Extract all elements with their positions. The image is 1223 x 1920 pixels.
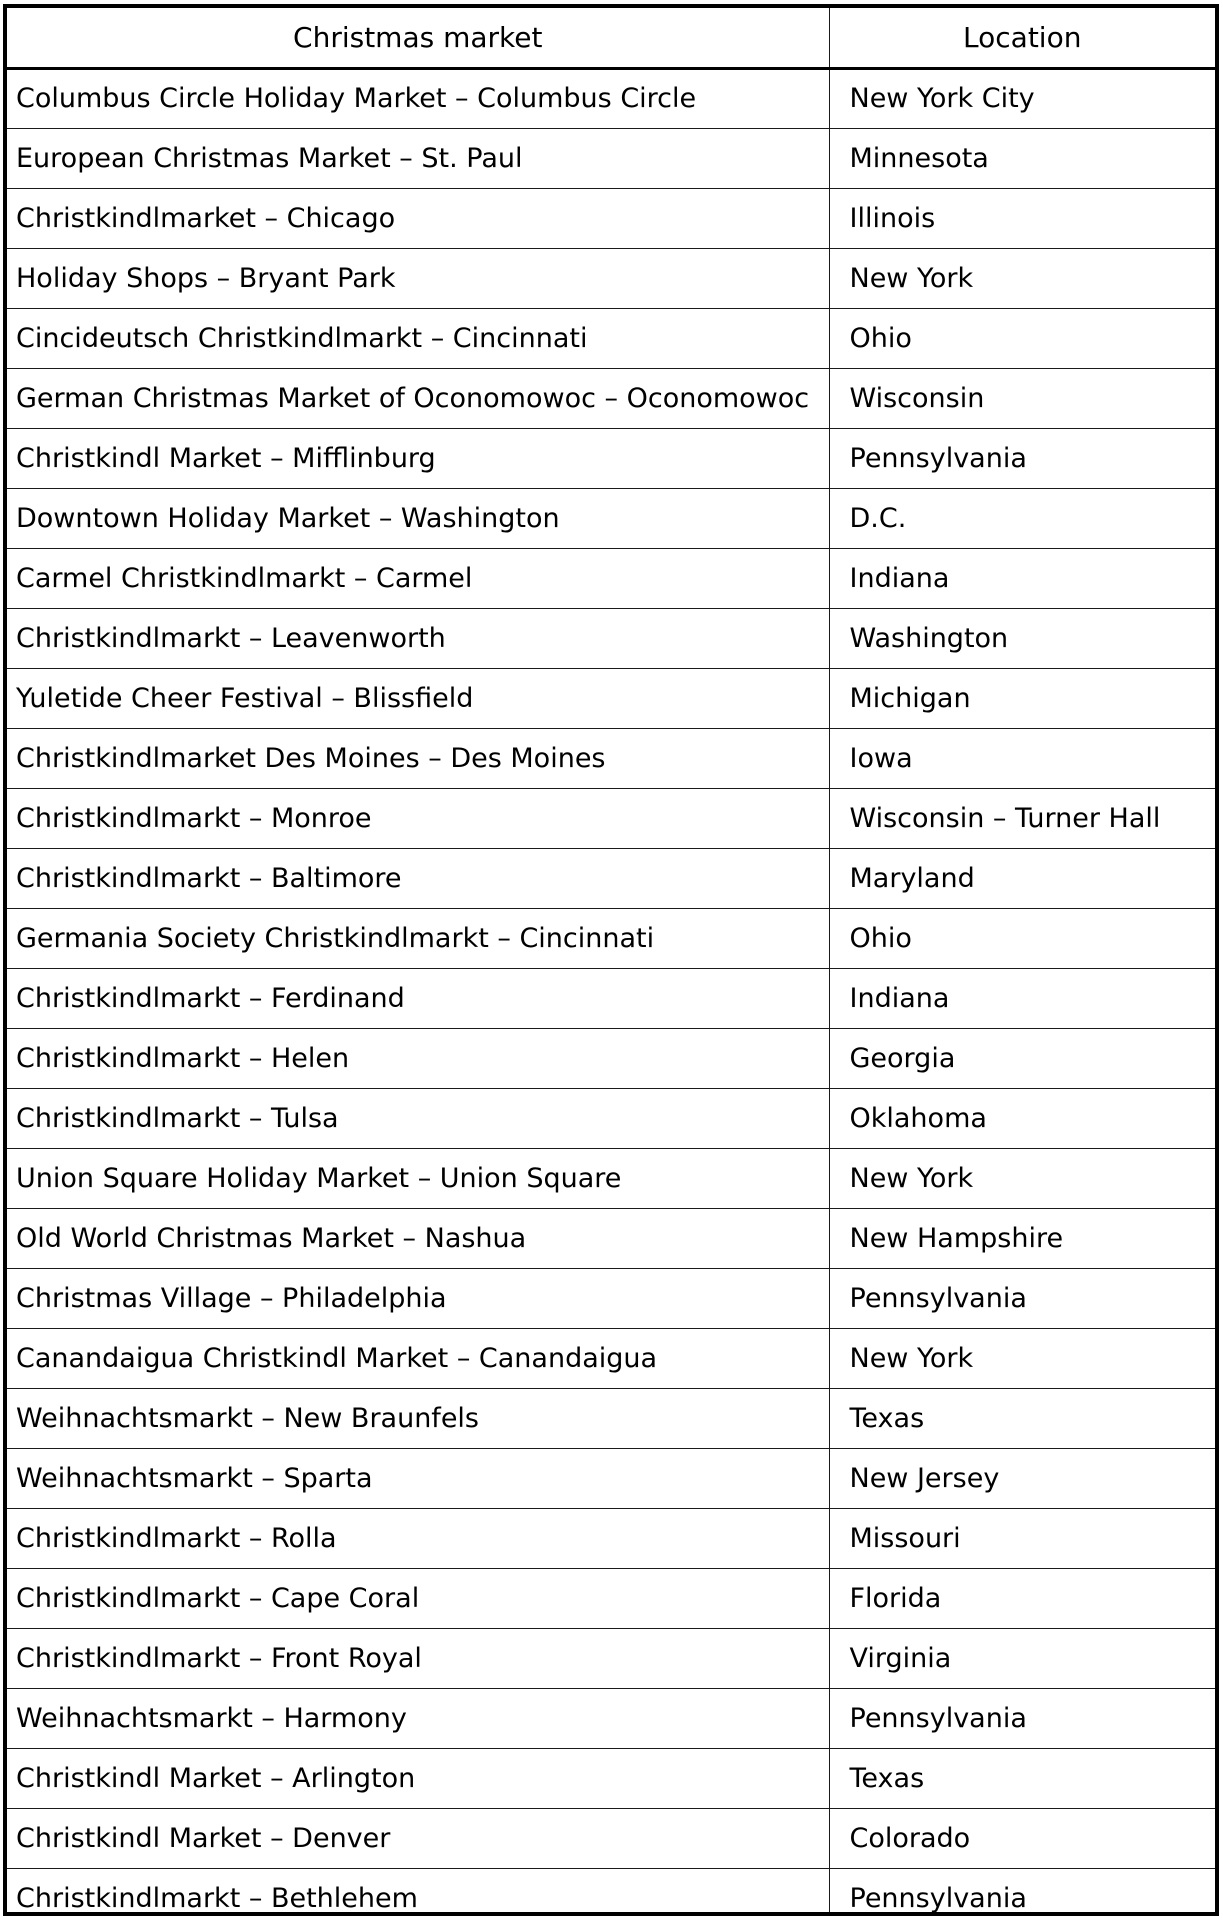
table-row [7, 908, 1215, 968]
market-cell: Christkindlmarkt – Monroe [7, 788, 829, 848]
table-row [7, 968, 1215, 1028]
header-row [7, 8, 1215, 68]
table-row [7, 608, 1215, 668]
location-cell: Wisconsin – Turner Hall [829, 788, 1215, 848]
table-row [7, 1028, 1215, 1088]
location-cell: Michigan [829, 668, 1215, 728]
table-row [7, 188, 1215, 248]
market-cell: Columbus Circle Holiday Market – Columbus Circle [7, 68, 829, 128]
market-cell: Union Square Holiday Market – Union Square [7, 1148, 829, 1208]
christmas-markets-table-container [3, 4, 1219, 1916]
market-cell: Holiday Shops – Bryant Park [7, 248, 829, 308]
market-cell: Christkindl Market – Denver [7, 1808, 829, 1868]
table-row [7, 1868, 1215, 1916]
market-cell: Weihnachtsmarkt – New Braunfels [7, 1388, 829, 1448]
location-cell: New York [829, 1328, 1215, 1388]
location-cell: Pennsylvania [829, 428, 1215, 488]
market-cell: Christkindlmarkt – Helen [7, 1028, 829, 1088]
market-cell: Cincideutsch Christkindlmarkt – Cincinnati [7, 308, 829, 368]
location-cell: Wisconsin [829, 368, 1215, 428]
location-cell: Maryland [829, 848, 1215, 908]
location-cell: Ohio [829, 908, 1215, 968]
location-cell: Pennsylvania [849, 1882, 1027, 1914]
location-cell: Iowa [829, 728, 1215, 788]
location-cell: Missouri [829, 1508, 1215, 1568]
market-cell: Christkindlmarkt – Leavenworth [7, 608, 829, 668]
table-header [7, 8, 1215, 68]
market-cell: Old World Christmas Market – Nashua [7, 1208, 829, 1268]
location-cell: Minnesota [829, 128, 1215, 188]
table-row [7, 1568, 1215, 1628]
location-cell: Texas [829, 1748, 1215, 1808]
market-cell: Christkindlmarkt – Cape Coral [7, 1568, 829, 1628]
table-row [7, 1688, 1215, 1748]
table-row [7, 1388, 1215, 1448]
location-cell: New York City [829, 68, 1215, 128]
location-cell: D.C. [829, 488, 1215, 548]
table-row [7, 1508, 1215, 1568]
table-row [7, 548, 1215, 608]
location-cell: Ohio [829, 308, 1215, 368]
location-cell: Florida [829, 1568, 1215, 1628]
table-row [7, 1088, 1215, 1148]
market-cell: Christkindlmarkt – Baltimore [7, 848, 829, 908]
location-cell: Indiana [829, 548, 1215, 608]
location-cell: Texas [829, 1388, 1215, 1448]
table-row [7, 1208, 1215, 1268]
market-cell: Yuletide Cheer Festival – Blissfield [7, 668, 829, 728]
market-cell: Christkindlmarkt – Front Royal [7, 1628, 829, 1688]
table-body [7, 68, 1215, 1916]
table-row [7, 488, 1215, 548]
table-row [7, 428, 1215, 488]
table-row [7, 1268, 1215, 1328]
table-row [7, 728, 1215, 788]
table-row [7, 848, 1215, 908]
location-cell: Indiana [829, 968, 1215, 1028]
market-cell: Weihnachtsmarkt – Sparta [7, 1448, 829, 1508]
table-row [7, 1448, 1215, 1508]
market-cell: Christkindlmarkt – Tulsa [7, 1088, 829, 1148]
table-row [7, 248, 1215, 308]
christmas-markets-table [7, 8, 1215, 1916]
location-cell: Pennsylvania [829, 1688, 1215, 1748]
market-cell: Christkindlmarket Des Moines – Des Moines [7, 728, 829, 788]
table-row [7, 788, 1215, 848]
table-row [7, 668, 1215, 728]
market-cell: German Christmas Market of Oconomowoc – Oconomowoc [7, 368, 829, 428]
table-row [7, 308, 1215, 368]
market-cell: Christkindl Market – Mifflinburg [7, 428, 829, 488]
market-cell: Christkindlmarket – Chicago [7, 188, 829, 248]
location-cell: Georgia [829, 1028, 1215, 1088]
location-cell: New York [829, 1148, 1215, 1208]
market-cell: Christkindlmarkt – Rolla [7, 1508, 829, 1568]
table-row [7, 368, 1215, 428]
table-row [7, 1328, 1215, 1388]
location-cell: Colorado [829, 1808, 1215, 1868]
table-row [7, 1808, 1215, 1868]
location-cell: New Jersey [829, 1448, 1215, 1508]
market-cell: Germania Society Christkindlmarkt – Cincinnati [7, 908, 829, 968]
market-cell: Christkindl Market – Arlington [7, 1748, 829, 1808]
market-cell: Canandaigua Christkindl Market – Canandaigua [7, 1328, 829, 1388]
location-cell: Washington [829, 608, 1215, 668]
table-row [7, 1748, 1215, 1808]
market-cell: Christmas Village – Philadelphia [7, 1268, 829, 1328]
location-cell: Oklahoma [829, 1088, 1215, 1148]
location-cell: New Hampshire [829, 1208, 1215, 1268]
table-row [7, 1628, 1215, 1688]
table-row [7, 68, 1215, 128]
location-cell: Pennsylvania [829, 1268, 1215, 1328]
table-row [7, 128, 1215, 188]
table-row [7, 1148, 1215, 1208]
column-header-market: Christmas market [7, 8, 829, 68]
location-cell: New York [829, 248, 1215, 308]
location-cell: Virginia [829, 1628, 1215, 1688]
market-cell: Christkindlmarkt – Ferdinand [7, 968, 829, 1028]
market-cell: Weihnachtsmarkt – Harmony [7, 1688, 829, 1748]
market-cell: Carmel Christkindlmarkt – Carmel [7, 548, 829, 608]
market-cell: Downtown Holiday Market – Washington [7, 488, 829, 548]
market-cell: European Christmas Market – St. Paul [7, 128, 829, 188]
market-cell: Christkindlmarkt – Bethlehem [7, 1868, 829, 1916]
column-header-location: Location [829, 8, 1215, 68]
location-cell: Illinois [829, 188, 1215, 248]
